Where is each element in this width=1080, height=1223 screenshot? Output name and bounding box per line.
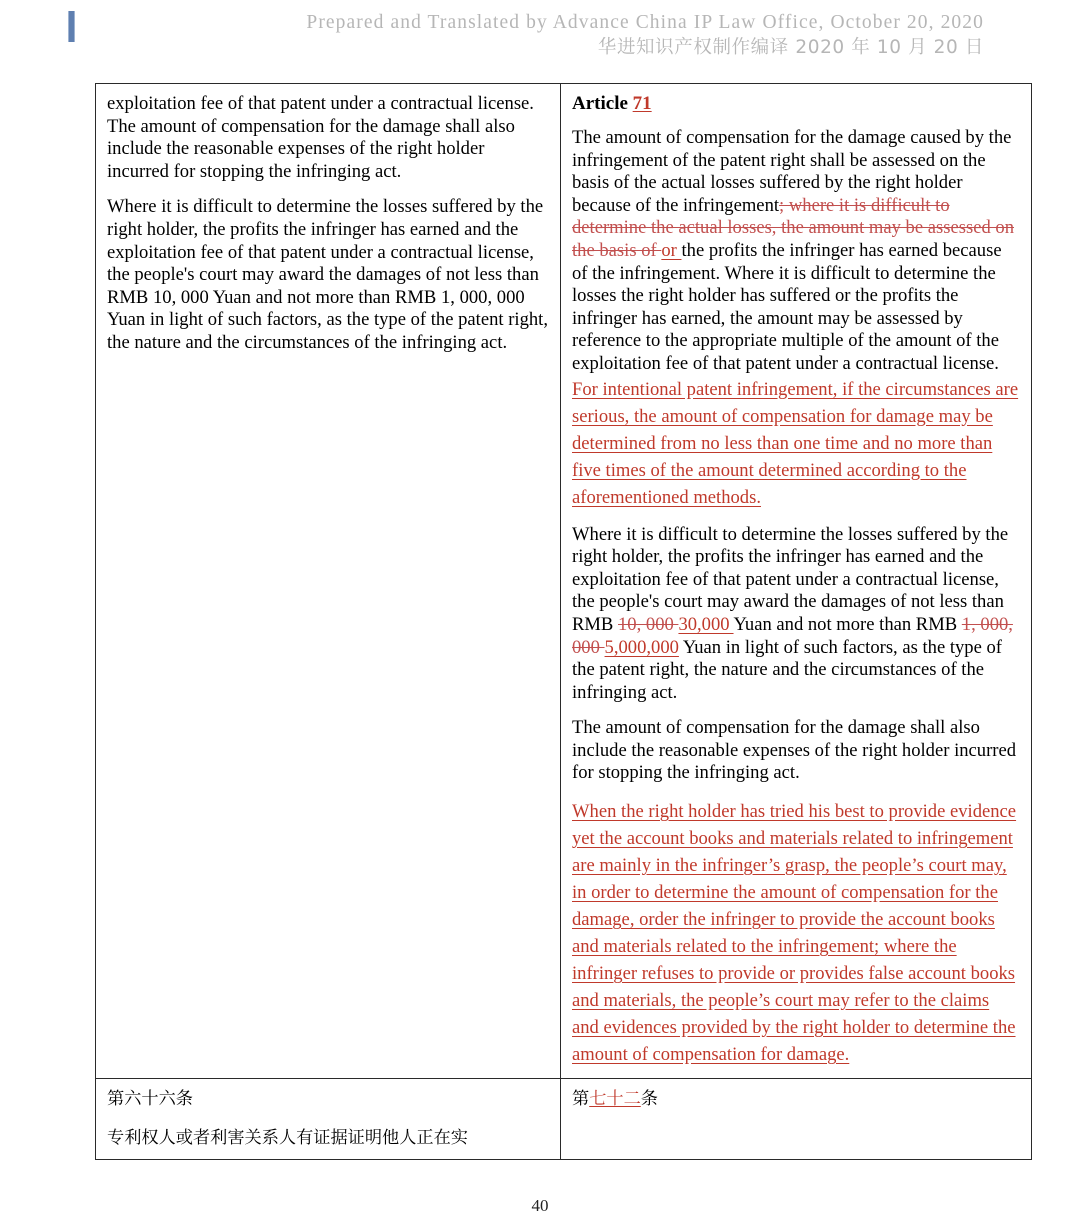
page-footer bbox=[0, 1196, 1080, 1216]
new-paragraph-4-inserted: When the right holder has tried his best to provide evidence yet the account books and materials related to infringement are mainly in the infringer’s grasp, the people’s court may, in order to determine the amount of compensation for the damage, order the infringer to provide the account books and materials related to the infringement; where the infringer refuses to provide or provides false account books and materials, the people’s court may refer to the claims and evidences provided by the right holder to determine the amount of compensation for damage. bbox=[572, 801, 1017, 1066]
chinese-prefix: 第 bbox=[572, 1089, 590, 1110]
p2-deletion-1: 10, 000 bbox=[618, 613, 679, 635]
p2-insertion-2: 5,000,000 bbox=[604, 636, 679, 658]
blue-vertical-bar-icon bbox=[68, 11, 75, 42]
p1-text-2: the profits the infringer has earned because of the infringement. Where it is difficult to determine the losses the right holder has suffered or the profits the infringer has earned, the amount may be assessed by reference to the appropriate multiple of the amount of the exploitation fee of that patent under a contractual license. bbox=[572, 239, 1002, 374]
table-cell-chinese-new bbox=[561, 1079, 1032, 1160]
new-paragraph-3: The amount of compensation for the damage shall also include the reasonable expenses of the right holder incurred for stopping the infringing act. bbox=[572, 717, 1017, 784]
p2-text-2: Yuan and not more than RMB bbox=[733, 613, 962, 635]
table-cell-chinese-old bbox=[96, 1079, 561, 1160]
p1-deletion-1: ; where it is difficult to determine the actual losses, the amount may be assessed on the basis of bbox=[572, 194, 1014, 261]
new-paragraph-1 bbox=[572, 127, 1020, 511]
table-row-article bbox=[96, 84, 1032, 1079]
p2-insertion-1: 30,000 bbox=[678, 613, 734, 635]
p2-text-3: Yuan in light of such factors, as the type of the patent right, the nature and the circumstances of the infringing act. bbox=[572, 636, 1002, 703]
p1-insertion-1: or bbox=[661, 239, 682, 261]
p1-insertion-2: For intentional patent infringement, if the circumstances are serious, the amount of compensation for damage may be determined from no less than one time and no more than five times of the amount determined according to the aforementioned methods. bbox=[572, 378, 1019, 508]
page-number: 40 bbox=[531, 1196, 549, 1215]
table-row-chinese bbox=[96, 1079, 1032, 1160]
chinese-number-changed: 七十二 bbox=[589, 1089, 641, 1110]
comparison-table bbox=[95, 83, 1032, 1160]
chinese-old-body: 专利权人或者利害关系人有证据证明他人正在实 bbox=[107, 1128, 468, 1149]
header-line-english: Prepared and Translated by Advance China IP Law Office, October 20, 2020 bbox=[306, 12, 984, 33]
page-header bbox=[0, 0, 1080, 72]
chinese-old-article-number: 第六十六条 bbox=[107, 1089, 193, 1110]
p1-text-1: The amount of compensation for the damage caused by the infringement of the patent right shall be assessed on the basis of the actual losses suffered by the right holder because of the infringement bbox=[572, 127, 1012, 216]
old-paragraph-1: exploitation fee of that patent under a contractual license. The amount of compensation for the damage shall also include the reasonable expenses of the right holder incurred for stopping the infringing act. bbox=[107, 93, 534, 182]
header-text-block bbox=[306, 10, 984, 61]
chinese-new-article-number bbox=[572, 1088, 1020, 1110]
article-heading bbox=[572, 93, 1020, 115]
old-paragraph-2: Where it is difficult to determine the losses suffered by the right holder, the profits the infringer has earned and the exploitation fee of that patent under a contractual license, the people's court may award the damages of not less than RMB 10, 000 Yuan and not more than RMB 1, 000, 000 Yuan in light of such factors, as the type of the patent right, the nature and the circumstances of the infringing act. bbox=[107, 196, 548, 353]
table-cell-old-version bbox=[96, 84, 561, 1079]
article-number: 71 bbox=[632, 93, 652, 114]
table-cell-new-version bbox=[561, 84, 1032, 1079]
p2-text-1: Where it is difficult to determine the losses suffered by the right holder, the profits the infringer has earned and the exploitation fee of that patent under a contractual license, the people's court may award the damages of not less than RMB bbox=[572, 523, 1009, 635]
chinese-suffix: 条 bbox=[640, 1089, 658, 1110]
article-label: Article bbox=[572, 93, 628, 114]
new-paragraph-2 bbox=[572, 524, 1020, 705]
p2-deletion-2: 1, 000, 000 bbox=[572, 613, 1013, 658]
header-line-chinese: 华进知识产权制作编译 2020 年 10 月 20 日 bbox=[597, 37, 984, 58]
